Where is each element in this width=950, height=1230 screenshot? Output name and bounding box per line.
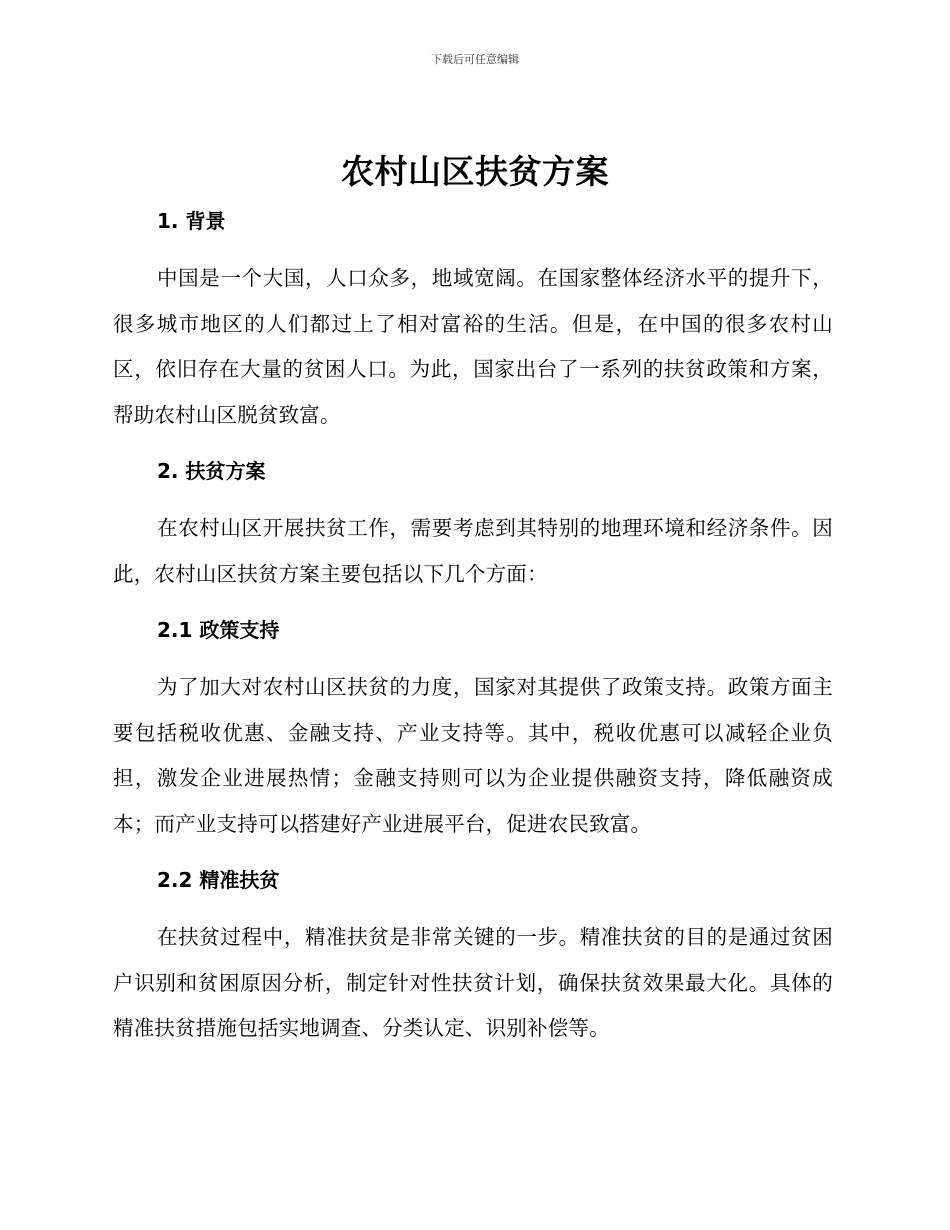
section-paragraph-plan: 在农村山区开展扶贫工作，需要考虑到其特别的地理环境和经济条件。因此，农村山区扶贫方案主要包括以下几个方面： <box>113 516 833 586</box>
page-header-note: 下载后可任意编辑 <box>431 53 519 66</box>
section-paragraph-policy: 为了加大对农村山区扶贫的力度，国家对其提供了政策支持。政策方面主要包括税收优惠、金融支持、产业支持等。其中，税收优惠可以减轻企业负担，激发企业进展热情；金融支持则可以为企业提供融资支持，降低融资成本；而产业支持可以搭建好产业进展平台，促进农民致富。 <box>113 675 833 836</box>
section-paragraph-background: 中国是一个大国，人口众多，地域宽阔。在国家整体经济水平的提升下，很多城市地区的人们都过上了相对富裕的生活。但是，在中国的很多农村山区，依旧存在大量的贫困人口。为此，国家出台了一系列的扶贫政策和方案，帮助农村山区脱贫致富。 <box>113 266 833 427</box>
section-heading-targeted: 2.2 精准扶贫 <box>157 868 280 892</box>
section-heading-policy: 2.1 政策支持 <box>157 618 280 642</box>
section-heading-background: 1. 背景 <box>157 209 226 233</box>
section-heading-plan: 2. 扶贫方案 <box>157 459 266 483</box>
section-paragraph-targeted: 在扶贫过程中，精准扶贫是非常关键的一步。精准扶贫的目的是通过贫困户识别和贫困原因分析，制定针对性扶贫计划，确保扶贫效果最大化。具体的精准扶贫措施包括实地调查、分类认定、识别补偿等。 <box>113 925 833 1040</box>
document-title: 农村山区扶贫方案 <box>341 152 609 191</box>
